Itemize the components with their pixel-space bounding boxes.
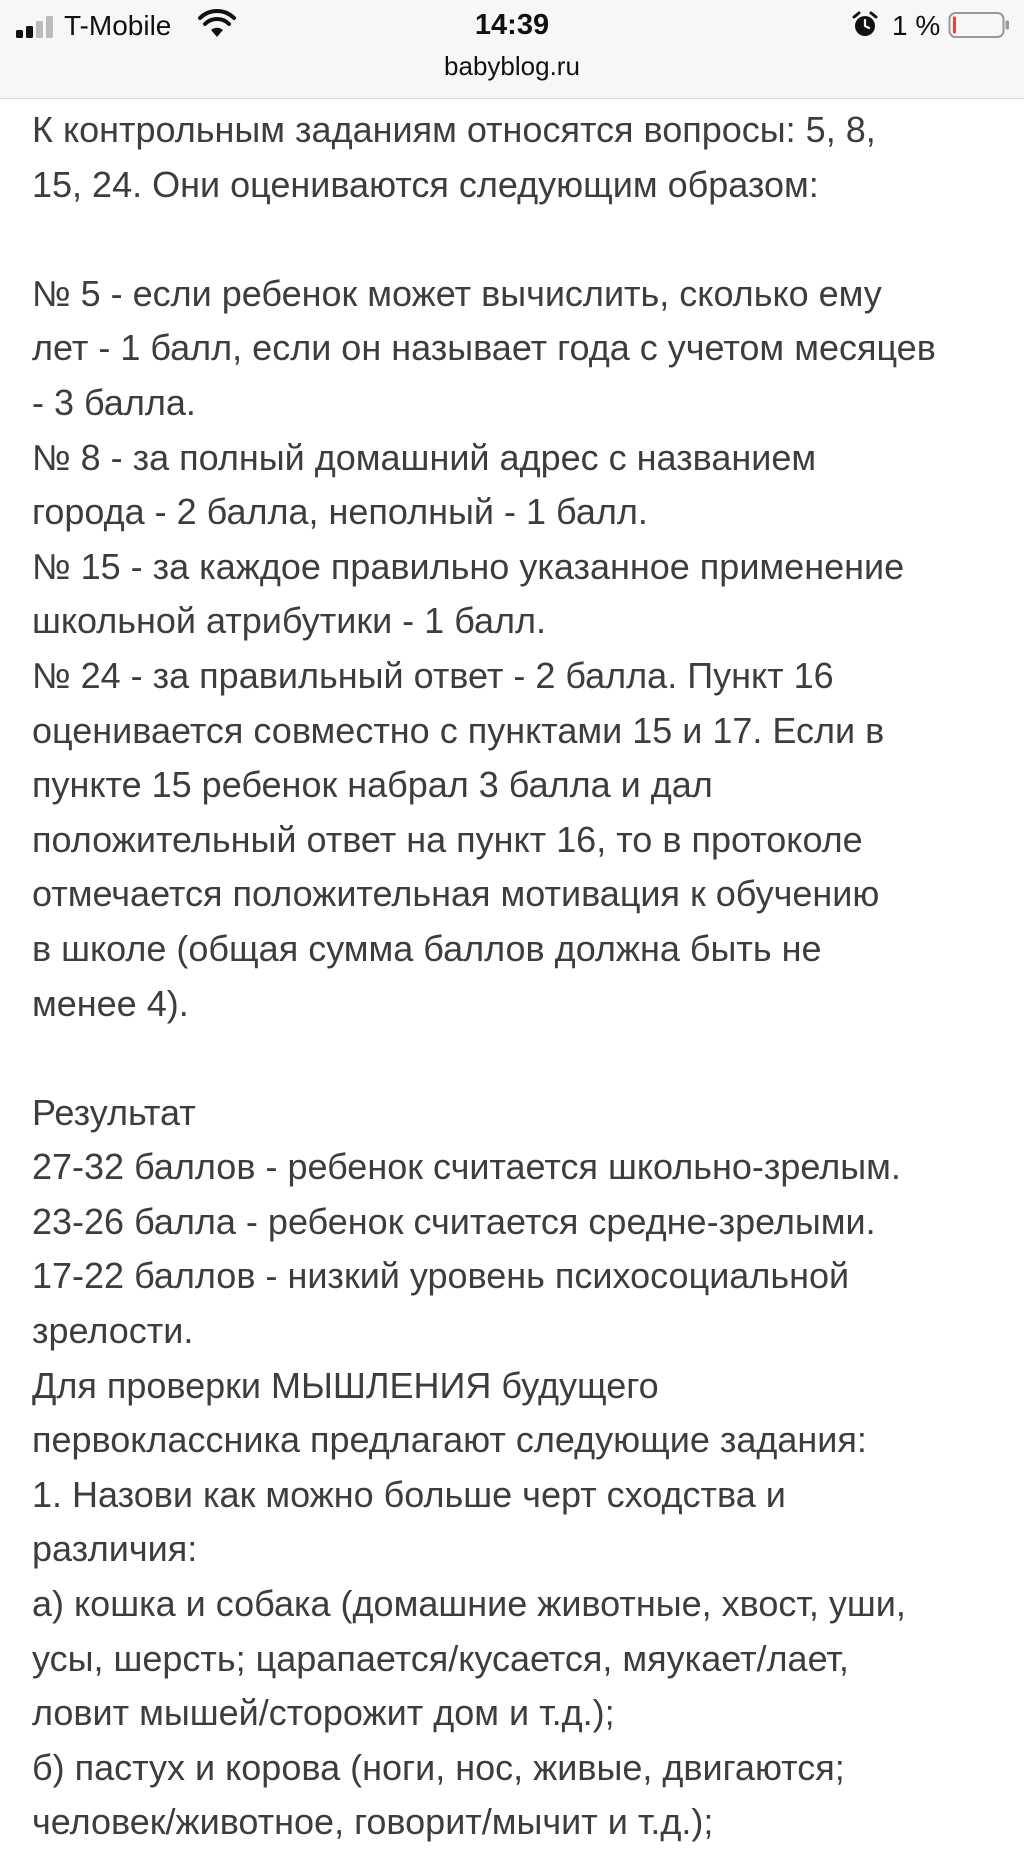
- article-line: ловит мышей/сторожит дом и т.д.);: [32, 1692, 615, 1734]
- article-line: б) пастух и корова (ноги, нос, живые, двигаются;: [32, 1746, 845, 1788]
- signal-icon: [16, 16, 60, 38]
- blank-line: [32, 212, 1002, 267]
- article-line: 23-26 балла - ребенок считается средне-зрелыми.: [32, 1200, 876, 1242]
- article-line: города - 2 балла, неполный - 1 балл.: [32, 491, 648, 533]
- article-line: в школе (общая сумма баллов должна быть не: [32, 927, 822, 969]
- article-line: 27-32 баллов - ребенок считается школьно-зрелым.: [32, 1146, 901, 1188]
- wifi-icon: [199, 11, 235, 39]
- article-line: лет - 1 балл, если он называет года с учетом месяцев: [32, 327, 936, 369]
- clock-time: 14:39: [474, 9, 550, 41]
- article-line: - 3 балла.: [32, 381, 196, 423]
- article-line: Результат: [32, 1091, 196, 1133]
- article-line: оценивается совместно с пунктами 15 и 17. Если в: [32, 709, 885, 751]
- article-line: № 5 - если ребенок может вычислить, сколько ему: [32, 272, 882, 314]
- blank-line: [32, 1031, 1002, 1086]
- article-line: № 24 - за правильный ответ - 2 балла. Пункт 16: [32, 654, 834, 696]
- article-line: 15, 24. Они оцениваются следующим образом:: [32, 163, 819, 205]
- battery-icon: [948, 11, 1010, 39]
- article-line: № 15 - за каждое правильно указанное применение: [32, 545, 905, 587]
- battery-percentage: 1 %: [892, 10, 941, 41]
- article-line: положительный ответ на пункт 16, то в протоколе: [32, 818, 863, 860]
- article-line: № 8 - за полный домашний адрес с названием: [32, 436, 817, 478]
- article-line: отмечается положительная мотивация к обучению: [32, 873, 880, 915]
- article-line: различия:: [32, 1528, 198, 1570]
- article-line: 17-22 баллов - низкий уровень психосоциальной: [32, 1255, 850, 1297]
- article-line: пункте 15 ребенок набрал 3 балла и дал: [32, 764, 713, 806]
- address-bar-url[interactable]: babyblog.ru: [444, 51, 580, 81]
- article-line: усы, шерсть; царапается/кусается, мяукает/лает,: [32, 1637, 849, 1679]
- article-line: К контрольным заданиям относятся вопросы: 5, 8,: [32, 109, 876, 150]
- article-body: [32, 103, 1002, 1850]
- article-line: 1. Назови как можно больше черт сходства и: [32, 1473, 786, 1515]
- browser-top-bar: [0, 0, 1024, 99]
- article-line: Для проверки МЫШЛЕНИЯ будущего: [32, 1364, 659, 1406]
- article-line: человек/животное, говорит/мычит и т.д.);: [32, 1801, 714, 1843]
- article-line: школьной атрибутики - 1 балл.: [32, 600, 547, 642]
- article-line: первоклассника предлагают следующие задания:: [32, 1419, 867, 1461]
- article-line: зрелости.: [32, 1310, 194, 1352]
- alarm-icon: [851, 11, 879, 39]
- article-line: а) кошка и собака (домашние животные, хвост, уши,: [32, 1583, 906, 1625]
- carrier-name: T-Mobile: [64, 10, 172, 41]
- status-bar: [0, 0, 1024, 50]
- article-line: менее 4).: [32, 982, 189, 1024]
